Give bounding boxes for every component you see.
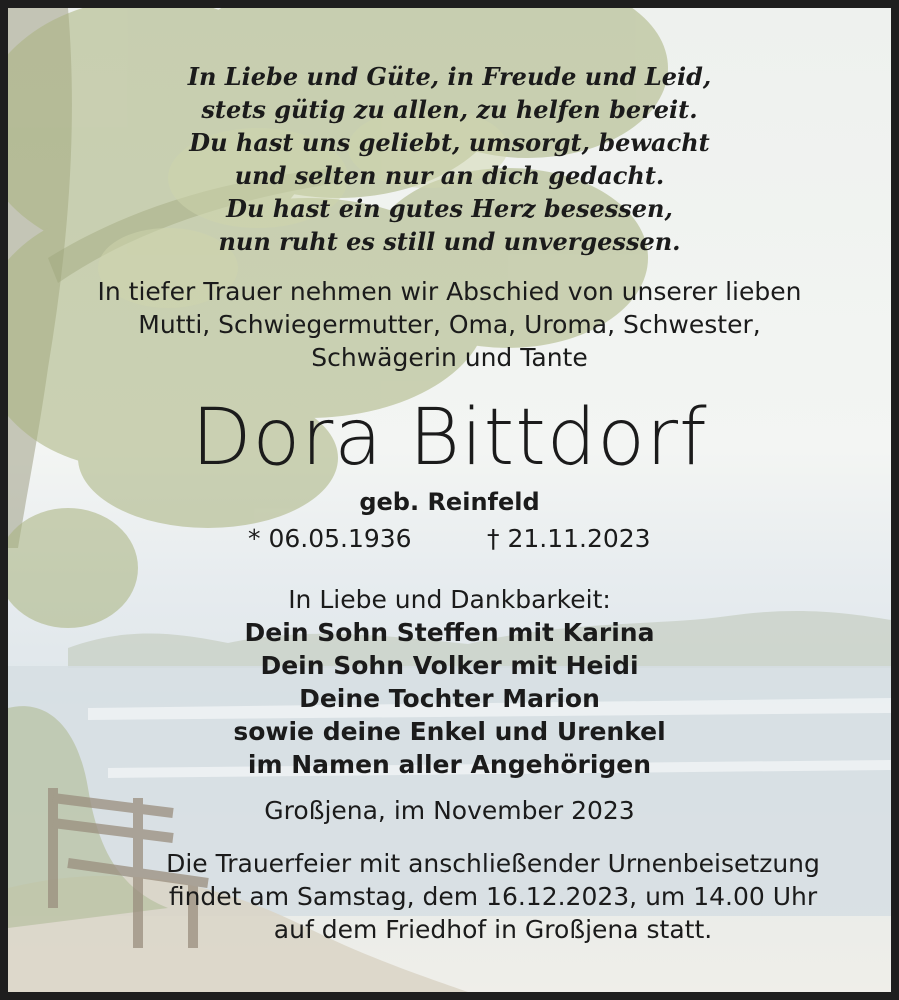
mourner-line-1: Dein Sohn Steffen mit Karina: [244, 618, 655, 647]
funeral-line-3: auf dem Friedhof in Großjena statt.: [273, 915, 713, 944]
maiden-name: geb. Reinfeld: [359, 488, 540, 516]
mourner-line-4: sowie deine Enkel und Urenkel: [233, 717, 666, 746]
place-date: Großjena, im November 2023: [264, 796, 635, 825]
poem-line-5: Du hast ein gutes Herz besessen,: [226, 194, 673, 223]
funeral-line-2: findet am Samstag, dem 16.12.2023, um 14.00 Uhr: [168, 882, 818, 911]
intro-line-3: Schwägerin und Tante: [311, 343, 588, 372]
mourner-line-2: Dein Sohn Volker mit Heidi: [260, 651, 639, 680]
deceased-name: Dora Bittdorf: [191, 393, 708, 483]
intro-line-2: Mutti, Schwiegermutter, Oma, Uroma, Schwester,: [138, 310, 761, 339]
mourner-line-5: im Namen aller Angehörigen: [247, 750, 652, 779]
poem-line-2: stets gütig zu allen, zu helfen bereit.: [201, 95, 698, 124]
poem-line-3: Du hast uns geliebt, umsorgt, bewacht: [189, 128, 710, 157]
intro-line-1: In tiefer Trauer nehmen wir Abschied von unserer lieben: [97, 277, 802, 306]
obituary-text: [8, 8, 891, 992]
mourners-heading: In Liebe und Dankbarkeit:: [288, 585, 611, 614]
poem-line-6: nun ruht es still und unvergessen.: [218, 227, 681, 256]
funeral-line-1: Die Trauerfeier mit anschließender Urnenbeisetzung: [166, 849, 820, 878]
birth-date: * 06.05.1936: [248, 524, 412, 553]
death-date: † 21.11.2023: [487, 524, 651, 553]
poem-line-1: In Liebe und Güte, in Freude und Leid,: [187, 62, 712, 91]
poem-line-4: und selten nur an dich gedacht.: [234, 161, 665, 190]
mourner-line-3: Deine Tochter Marion: [299, 684, 600, 713]
